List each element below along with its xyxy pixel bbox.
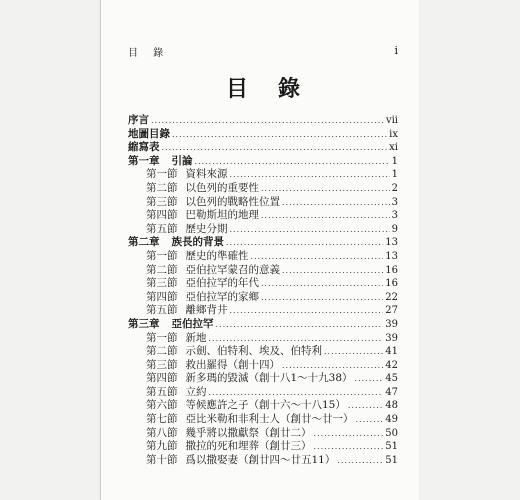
toc-entry	[128, 196, 398, 210]
toc-entry	[128, 277, 398, 291]
section-number: 第七節	[146, 413, 178, 426]
dot-leader	[195, 155, 390, 169]
toc-entry	[128, 168, 398, 182]
dot-leader	[162, 141, 388, 155]
dot-leader	[209, 386, 384, 400]
toc-entry-page-number: 1	[391, 155, 398, 167]
dot-leader	[251, 250, 384, 264]
section-number: 第二節	[146, 181, 178, 194]
page-title: 目錄	[225, 77, 330, 102]
toc-entry-page-number: 16	[385, 278, 398, 290]
toc-entry	[128, 304, 398, 318]
toc-entry	[128, 440, 398, 454]
section-number: 第六節	[146, 399, 178, 412]
section-number: 第四節	[146, 209, 178, 222]
toc-entry-page-number: 48	[385, 400, 398, 412]
dot-leader	[337, 454, 383, 468]
toc-entry-page-number: 51	[385, 454, 398, 466]
dot-leader	[151, 114, 384, 128]
section-number: 第四節	[146, 290, 178, 303]
section-number: 第四節	[146, 372, 178, 385]
toc-entry	[128, 223, 398, 237]
toc-entry-label: 地圖目錄	[128, 127, 170, 140]
toc-entry-page-number: ix	[389, 128, 398, 140]
toc-entry-label: 新地	[185, 331, 207, 344]
toc-entry-page-number: 39	[385, 318, 398, 330]
section-number: 第三節	[146, 358, 178, 371]
toc-entry-page-number: xi	[389, 142, 398, 154]
toc-entry-label: 示劍、伯特利、埃及、伯特利	[185, 345, 322, 358]
toc-entry	[128, 318, 398, 332]
section-number: 第一節	[146, 249, 178, 262]
section-number: 第一節	[146, 331, 178, 344]
toc-entry	[128, 128, 398, 142]
dot-leader	[282, 264, 383, 278]
dot-leader	[355, 372, 384, 386]
section-number: 第五節	[146, 222, 178, 235]
toc-entry-page-number: 3	[391, 196, 398, 208]
toc-entry-label: 離鄉背井	[185, 304, 228, 317]
chapter-number: 第一章	[128, 154, 160, 167]
toc-entry-page-number: 50	[385, 427, 398, 439]
toc-entry	[128, 264, 398, 278]
dot-leader	[324, 345, 383, 359]
toc-entry-label: 新多瑪的毀滅（創十八1～十九38）	[185, 372, 353, 385]
toc-entry-label: 以色列的重要性	[185, 181, 259, 194]
section-number: 第一節	[146, 168, 178, 181]
toc-entry-label: 亞比米勒和非利士人（創廿～廿一）	[185, 413, 354, 426]
toc-entry-page-number: 39	[385, 332, 398, 344]
toc-entry-label: 亞伯拉罕蒙召的意義	[185, 263, 280, 276]
toc-entry-page-number: vii	[385, 115, 398, 126]
toc-entry-page-number: 47	[385, 386, 398, 398]
toc-entry-label: 亞伯拉罕的家鄉	[185, 290, 259, 303]
dot-leader	[314, 440, 384, 454]
toc-entry-page-number: 51	[385, 441, 398, 453]
dot-leader	[348, 399, 383, 413]
toc-entry-label: 亞伯拉罕的年代	[185, 277, 259, 290]
toc-entry-page-number: 41	[385, 346, 398, 358]
dot-leader	[261, 277, 383, 291]
dot-leader	[226, 236, 383, 250]
toc-entry	[128, 291, 398, 305]
toc-entry-label: 巴勒斯坦的地理	[185, 209, 259, 222]
toc-entry	[128, 182, 398, 196]
toc-entry-page-number: 22	[385, 291, 398, 303]
toc-entry-page-number: 3	[391, 210, 398, 222]
section-number: 第九節	[146, 440, 178, 453]
dot-leader	[172, 128, 387, 142]
dot-leader	[261, 291, 383, 305]
toc-entry	[128, 114, 398, 128]
dot-leader	[216, 318, 384, 332]
toc-entry	[128, 345, 398, 359]
toc-entry-page-number: 49	[385, 414, 398, 426]
dot-leader	[230, 223, 390, 237]
toc-entry	[128, 155, 398, 169]
toc-entry	[128, 141, 398, 155]
toc-entry-label: 引論	[171, 154, 193, 167]
toc-entry-page-number: 27	[385, 305, 398, 317]
toc-entry-label: 序言	[128, 114, 149, 126]
toc-entry-label: 資料來源	[185, 168, 228, 181]
toc-entry	[128, 332, 398, 346]
toc-entry	[128, 209, 398, 223]
dot-leader	[356, 413, 384, 427]
toc-entry-page-number: 16	[385, 264, 398, 276]
toc-entry-label: 救出羅得（創十四）	[185, 358, 280, 371]
toc-entry-page-number: 1	[391, 169, 398, 181]
section-number: 第十節	[146, 453, 178, 466]
toc-entry-label: 幾乎將以撒獻祭（創廿二）	[185, 426, 312, 439]
running-head-page-number: i	[394, 44, 398, 57]
toc-entry	[128, 236, 398, 250]
toc-entry-label: 爲以撒娶妻（創廿四～廿五11）	[185, 453, 336, 466]
toc-entry	[128, 250, 398, 264]
toc-entry-page-number: 13	[385, 250, 398, 262]
toc-entry	[128, 454, 398, 468]
toc-entry-label: 亞伯拉罕	[171, 317, 214, 330]
toc-entry-label: 等候應許之子（創十六～十八15）	[185, 399, 346, 412]
toc-entry	[128, 386, 398, 400]
dot-leader	[261, 209, 390, 223]
toc-entry	[128, 372, 398, 386]
chapter-number: 第二章	[128, 236, 160, 249]
toc-entry-page-number: 13	[385, 237, 398, 249]
dot-leader	[282, 196, 390, 210]
table-of-contents	[128, 114, 398, 467]
section-number: 第二節	[146, 263, 178, 276]
dot-leader	[230, 168, 390, 182]
section-number: 第三節	[146, 195, 178, 208]
toc-entry-page-number: 2	[391, 182, 398, 194]
toc-entry-label: 歷史的準確性	[185, 249, 249, 262]
section-number: 第三節	[146, 277, 178, 290]
toc-entry-label: 撒拉的死和埋葬（創廿三）	[185, 440, 312, 453]
section-number: 第五節	[146, 304, 178, 317]
toc-entry	[128, 413, 398, 427]
dot-leader	[314, 427, 384, 441]
toc-entry-label: 歷史分期	[185, 222, 228, 235]
section-number: 第八節	[146, 426, 178, 439]
toc-entry-page-number: 9	[391, 223, 398, 235]
dot-leader	[282, 359, 383, 373]
dot-leader	[230, 304, 384, 318]
toc-entry	[128, 359, 398, 373]
running-head-title: 目 錄	[128, 48, 170, 59]
toc-entry-label: 族長的背景	[171, 236, 224, 249]
toc-entry-page-number: 42	[385, 359, 398, 371]
dot-leader	[209, 332, 384, 346]
chapter-number: 第三章	[128, 317, 160, 330]
section-number: 第五節	[146, 385, 178, 398]
toc-entry-label: 縮寫表	[128, 141, 160, 154]
toc-entry-label: 立約	[185, 385, 207, 398]
toc-entry	[128, 427, 398, 441]
section-number: 第二節	[146, 345, 178, 358]
toc-entry-page-number: 45	[385, 373, 398, 385]
toc-entry-label: 以色列的戰略性位置	[185, 195, 280, 208]
toc-entry	[128, 399, 398, 413]
dot-leader	[261, 182, 390, 196]
